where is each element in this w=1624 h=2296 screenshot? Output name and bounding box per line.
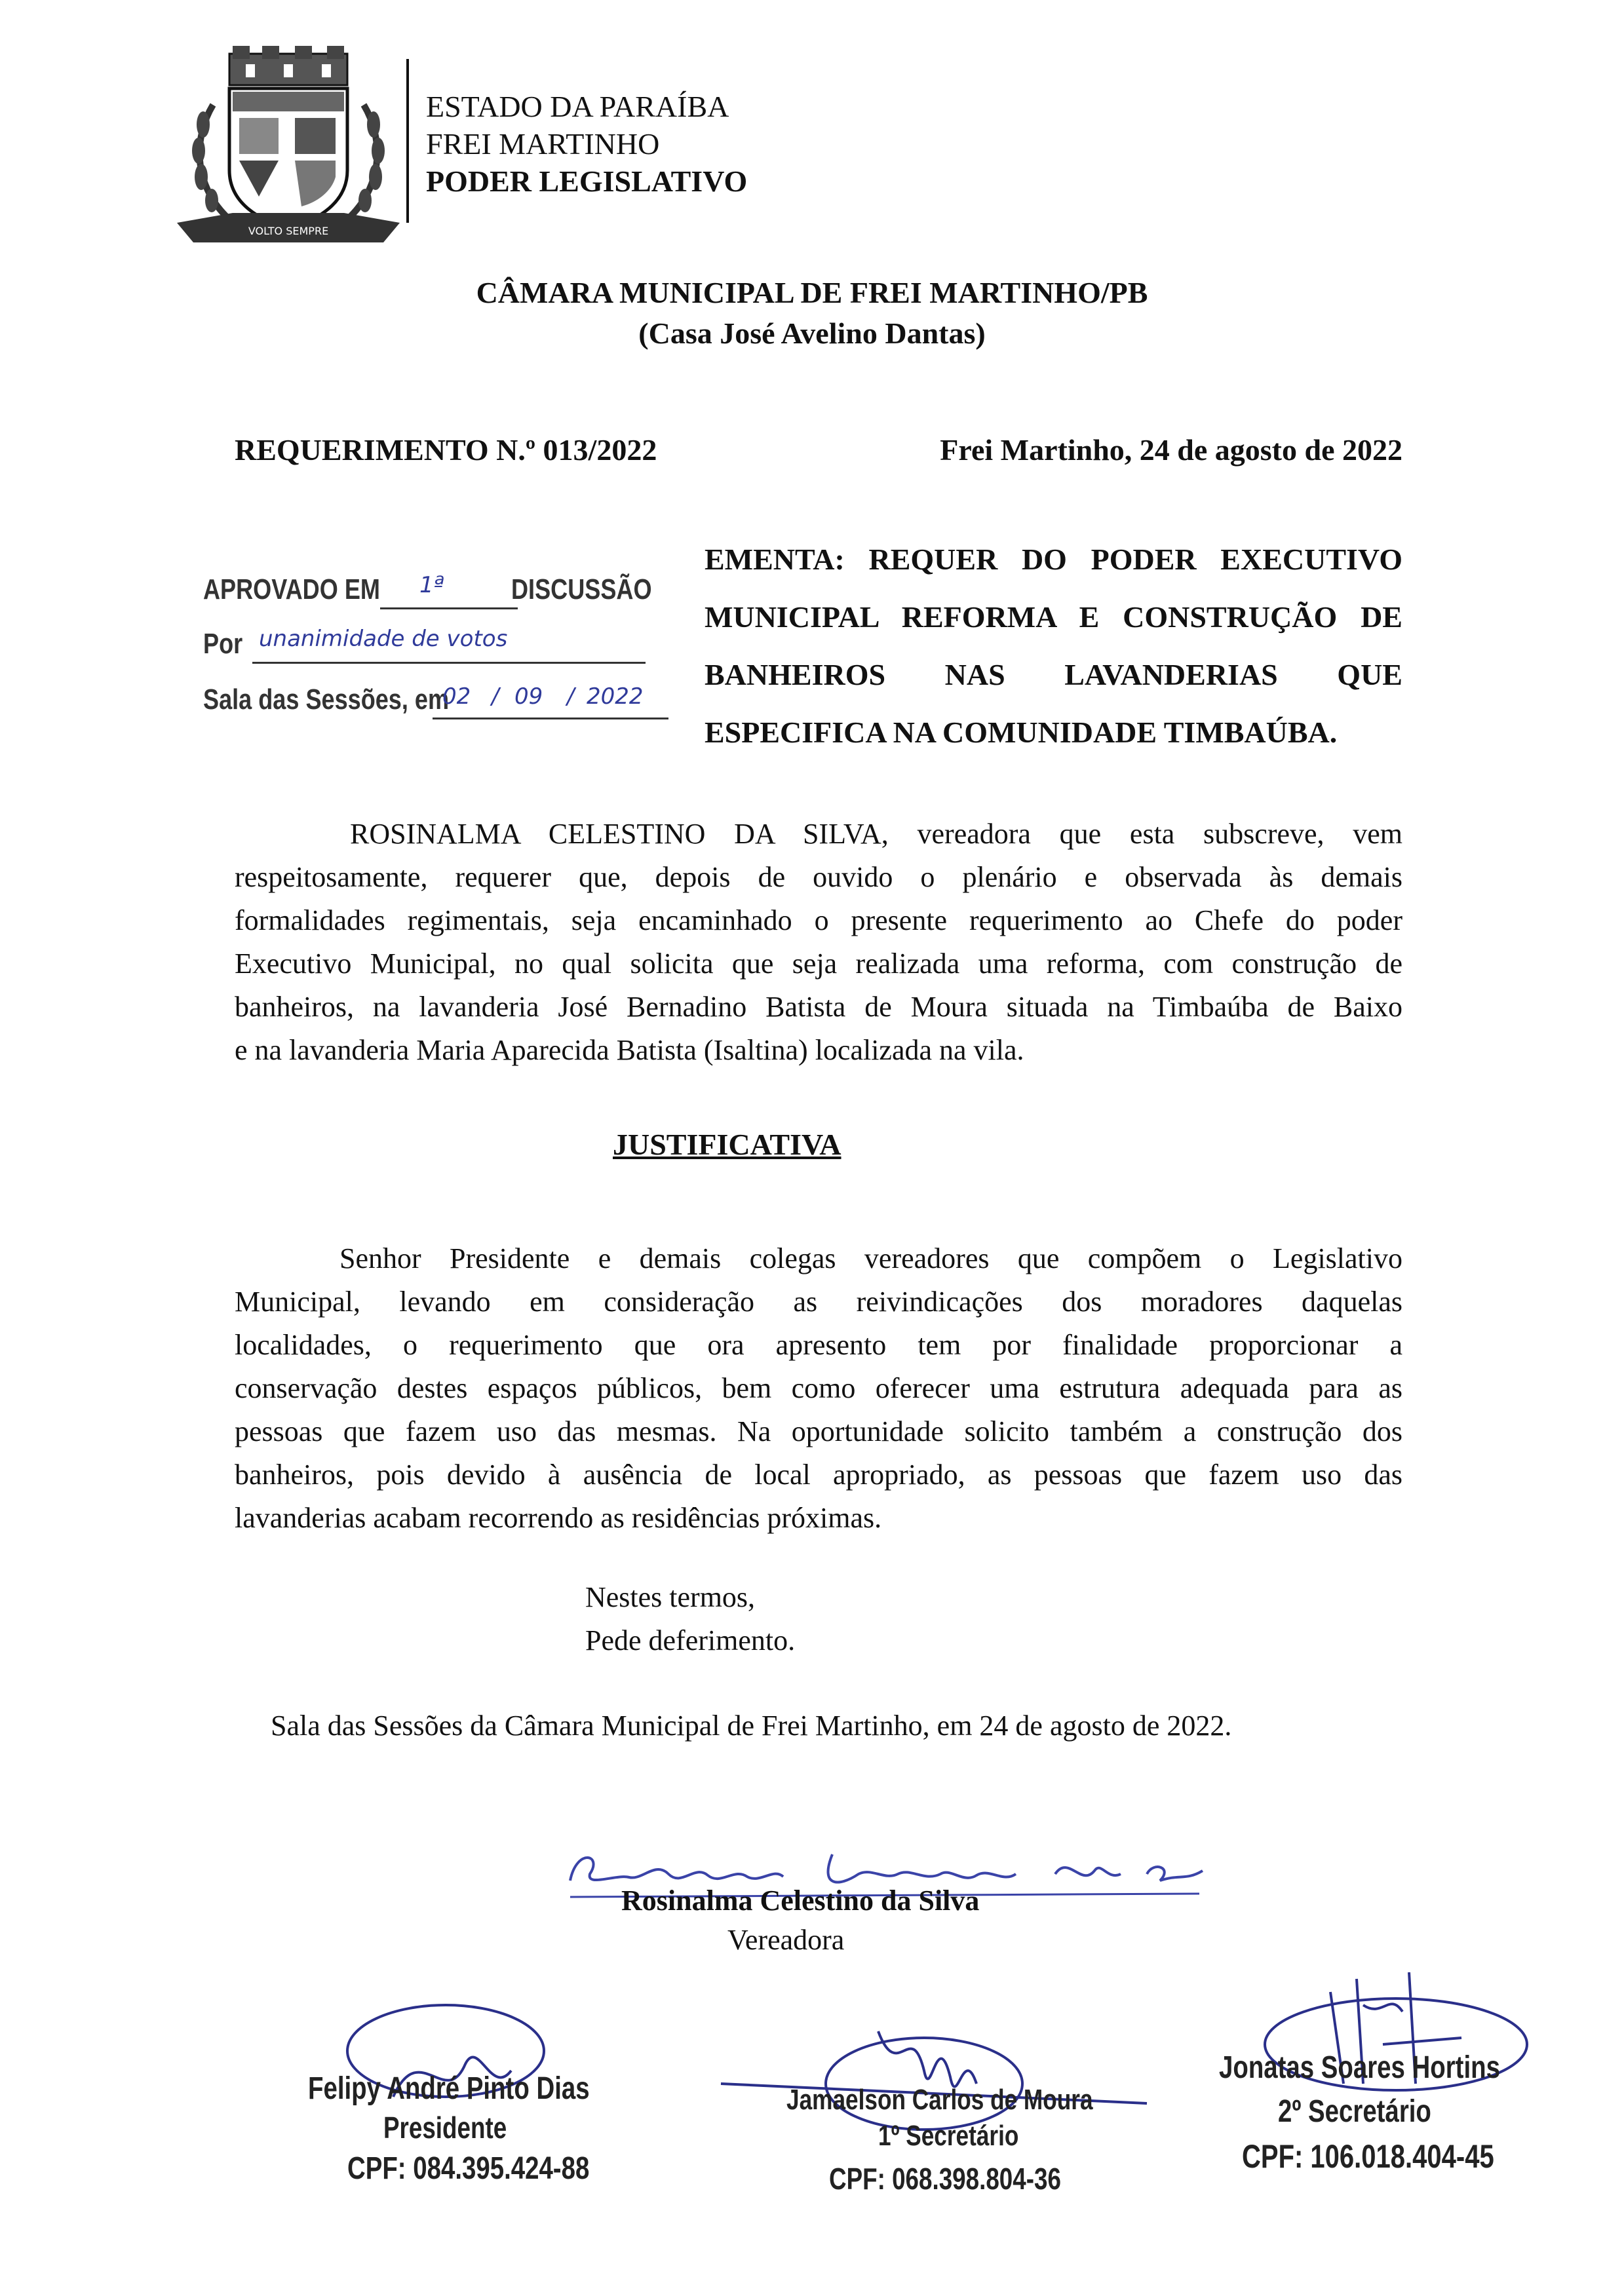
stamp-approved-prefix: APROVADO EM bbox=[203, 573, 380, 605]
state-name: ESTADO DA PARAÍBA bbox=[426, 90, 729, 123]
approval-stamp: APROVADO EM 1ª DISCUSSÃO Por unanimidade de votos Sala das Sessões, em 02 / 09 / 2022 bbox=[203, 560, 675, 731]
session-line: Sala das Sessões da Câmara Municipal de Frei Martinho, em 24 de agosto de 2022. bbox=[271, 1710, 1232, 1742]
stamp-session-label: Sala das Sessões, em bbox=[203, 683, 450, 716]
closing-request: Pede deferimento. bbox=[585, 1624, 796, 1656]
first-secretary-role: 1º Secretário bbox=[878, 2120, 1019, 2152]
president-role: Presidente bbox=[383, 2111, 507, 2145]
stamp-session-year: 2022 bbox=[587, 683, 644, 710]
institution-name: CÂMARA MUNICIPAL DE FREI MARTINHO/PB bbox=[476, 276, 1148, 309]
crest-icon bbox=[167, 46, 410, 256]
request-place-date: Frei Martinho, 24 de agosto de 2022 bbox=[940, 433, 1402, 467]
branch-name: PODER LEGISLATIVO bbox=[426, 164, 748, 198]
second-secretary-name: Jonatas Soares Hortins bbox=[1219, 2050, 1500, 2085]
author-name: Rosinalma Celestino da Silva bbox=[621, 1885, 980, 1917]
justification-paragraph: Senhor Presidente e demais colegas vereadores que compõem o Legislativo Municipal, levando em consideração as reivindicações dos moradores daquelas localidades, o requerimento que ora apresento tem por finalidade proporcionar a conservação destes espaços públicos, bem como oferecer uma estrutura adequada para as pessoas que fazem uso das mesmas. Na oportunidade solicito também a construção dos banheiros, pois devido à ausência de local apropriado, as pessoas que fazem uso das lavanderias acabam recorrendo as residências próximas. bbox=[235, 1242, 1402, 1534]
request-number: REQUERIMENTO N.º 013/2022 bbox=[235, 433, 657, 467]
justification-title: JUSTIFICATIVA bbox=[613, 1128, 841, 1161]
first-secretary-signature-icon bbox=[714, 2005, 1160, 2136]
institution-house: (Casa José Avelino Dantas) bbox=[638, 316, 986, 350]
stamp-approved-value: 1ª bbox=[419, 572, 444, 598]
ementa: EMENTA: REQUER DO PODER EXECUTIVO MUNICIPAL REFORMA E CONSTRUÇÃO DE BANHEIROS NAS LAVANDERIAS QUE ESPECIFICA NA COMUNIDADE TIMBAÚBA. bbox=[705, 543, 1402, 749]
letterhead-divider bbox=[406, 59, 409, 223]
author-role: Vereadora bbox=[727, 1924, 845, 1956]
second-secretary-cpf: CPF: 106.018.404-45 bbox=[1242, 2138, 1494, 2175]
stamp-session-day: 02 bbox=[442, 683, 471, 710]
stamp-approved-suffix: DISCUSSÃO bbox=[511, 573, 652, 605]
first-secretary-name: Jamaelson Carlos de Moura bbox=[786, 2084, 1093, 2116]
stamp-by-value: unanimidade de votos bbox=[259, 626, 508, 652]
municipal-crest bbox=[167, 46, 410, 256]
svg-text:VOLTO SEMPRE: VOLTO SEMPRE bbox=[248, 225, 329, 237]
second-secretary-role: 2º Secretário bbox=[1278, 2094, 1431, 2129]
stamp-session-month: 09 bbox=[514, 683, 543, 710]
president-cpf: CPF: 084.395.424-88 bbox=[347, 2151, 590, 2186]
first-secretary-cpf: CPF: 068.398.804-36 bbox=[829, 2162, 1061, 2196]
city-name: FREI MARTINHO bbox=[426, 127, 660, 161]
president-name: Felipy André Pinto Dias bbox=[308, 2071, 590, 2106]
stamp-by-label: Por bbox=[203, 628, 243, 660]
second-secretary-signature-icon bbox=[1212, 1966, 1553, 2110]
closing-terms: Nestes termos, bbox=[585, 1581, 756, 1613]
request-paragraph: ROSINALMA CELESTINO DA SILVA, vereadora que esta subscreve, vem respeitosamente, requerer que, depois de ouvido o plenário e observada às demais formalidades regimentais, seja encaminhado o presente requerimento ao Chefe do poder Executivo Municipal, no qual solicita que seja realizada uma reforma, com construção de banheiros, na lavanderia José Bernadino Batista de Moura situada na Timbaúba de Baixo e na lavanderia Maria Aparecida Batista (Isaltina) localizada na vila. bbox=[235, 818, 1402, 1066]
